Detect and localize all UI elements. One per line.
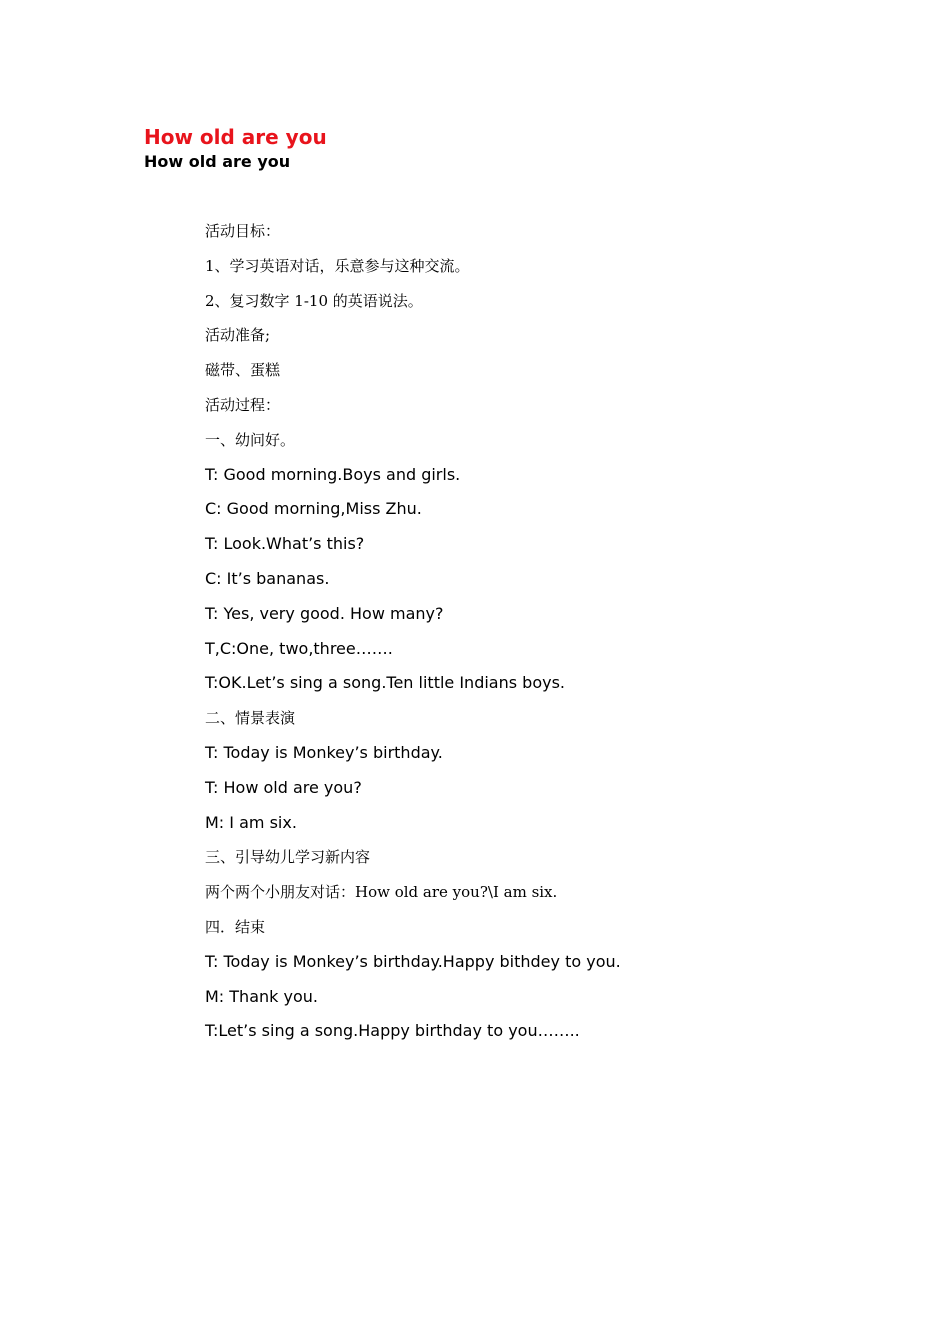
step-heading-3: 三、引导幼儿学习新内容 [205,848,371,867]
dialogue-line: T,C:One, two,three……. [205,638,393,658]
document-title: How old are you [144,125,327,149]
dialogue-line: M: Thank you. [205,986,318,1006]
section-heading-preparation: 活动准备; [205,326,271,345]
dialogue-line: T: How old are you? [205,777,362,797]
pair-dialogue-line: 两个两个小朋友对话：How old are you?\I am six. [205,883,558,902]
dialogue-line: T:Let’s sing a song.Happy birthday to you…….. [205,1021,580,1041]
dialogue-line: T: Today is Monkey’s birthday. [205,742,443,762]
dialogue-line: T: Today is Monkey’s birthday.Happy bithdey to you. [205,951,621,971]
dialogue-line: M: I am six. [205,812,297,832]
step-heading-2: 二、情景表演 [205,709,296,728]
step-heading-4: 四．结束 [205,917,266,936]
section-heading-goals: 活动目标： [205,222,281,240]
preparation-materials: 磁带、蛋糕 [205,361,281,380]
dialogue-line: T: Yes, very good. How many? [205,603,444,623]
dialogue-line: C: It’s bananas. [205,568,330,588]
goal-item-2: 2、复习数字 1-10 的英语说法。 [205,291,423,310]
document-subtitle: How old are you [144,152,291,171]
step-heading-1: 一、幼问好。 [205,430,296,449]
dialogue-line: T: Look.What’s this? [205,534,365,554]
dialogue-line: T:OK.Let’s sing a song.Ten little Indians boys. [205,673,565,693]
dialogue-line: T: Good morning.Boys and girls. [205,464,461,484]
goal-item-1: 1、学习英语对话，乐意参与这种交流。 [205,256,470,275]
dialogue-line: C: Good morning,Miss Zhu. [205,499,422,519]
document-body [205,219,885,1054]
section-heading-process: 活动过程： [205,395,281,414]
